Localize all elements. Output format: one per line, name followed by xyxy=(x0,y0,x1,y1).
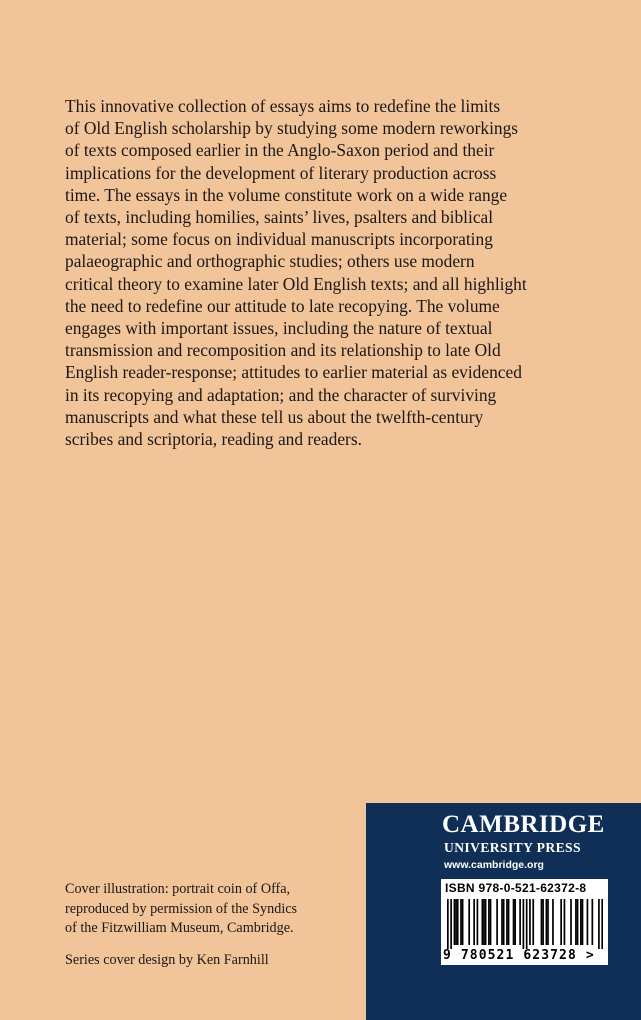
barcode-bar xyxy=(560,899,562,945)
barcode-bar xyxy=(529,899,531,945)
barcode-bar xyxy=(503,899,505,945)
barcode-bar xyxy=(457,899,459,945)
barcode-bar xyxy=(592,899,594,945)
barcode-bar xyxy=(477,899,479,945)
barcode-bar xyxy=(506,899,508,945)
publisher-name: CAMBRIDGE xyxy=(442,811,605,838)
back-cover-blurb: This innovative collection of essays aims to redefine the limits of Old English scholarship by studying some modern reworkings of texts composed earlier in the Anglo-Saxon period and their implications for the development of literary production across time. The essays in the volume constitute work on a wide range of texts, including homilies, saints’ lives, psalters and biblical material; some focus on individual manuscripts incorporating palaeographic and orthographic studies; others use modern critical theory to examine later Old English texts; and all highlight the need to redefine our attitude to late recopying. The volume engages with important issues, including the nature of textual transmission and recomposition and its relationship to late Old English reader-response; attitudes to earlier material as evidenced in its recopying and adaptation; and the character of surviving manuscripts and what these tell us about the twelfth-century scribes and scriptoria, reading and readers. xyxy=(65,96,527,450)
barcode-bar xyxy=(541,899,543,945)
barcode-bar xyxy=(501,899,503,945)
barcode-bar xyxy=(552,899,554,945)
barcode-bar xyxy=(514,899,516,945)
barcode-bar xyxy=(455,899,457,945)
publisher-url: www.cambridge.org xyxy=(444,859,544,871)
barcode-bar xyxy=(508,899,510,945)
cover-credits xyxy=(65,880,365,970)
barcode-bar xyxy=(546,899,548,945)
barcode-bar xyxy=(587,899,589,945)
barcode-bar xyxy=(454,899,456,945)
barcode-bar xyxy=(462,899,464,945)
barcode-box xyxy=(441,879,608,965)
barcode-bar xyxy=(496,899,498,945)
barcode-bar xyxy=(488,899,490,945)
barcode-bar xyxy=(580,899,582,945)
barcode-bar xyxy=(547,899,549,945)
barcode-digits: 9 780521 623728 > xyxy=(443,948,595,963)
barcode-bar xyxy=(447,899,449,949)
publisher-panel xyxy=(366,803,641,1020)
barcode-bar xyxy=(513,899,515,945)
barcode-bar xyxy=(575,899,577,945)
barcode-bar xyxy=(519,899,521,945)
barcode-bar xyxy=(564,899,566,945)
barcode-bar xyxy=(542,899,544,945)
barcode-bar xyxy=(526,899,528,949)
barcode-bar xyxy=(582,899,584,945)
barcode-bar xyxy=(450,899,452,949)
barcode-bar xyxy=(577,899,579,945)
series-design-credit: Series cover design by Ken Farnhill xyxy=(65,951,269,968)
barcode-bar xyxy=(490,899,492,945)
barcode-bar xyxy=(481,899,483,945)
barcode-bar xyxy=(473,899,475,945)
barcode-graphic xyxy=(447,899,603,949)
barcode-bar xyxy=(570,899,572,945)
barcode-bar xyxy=(468,899,470,945)
barcode-bar xyxy=(598,899,600,949)
isbn-label: ISBN 978-0-521-62372-8 xyxy=(445,881,587,895)
publisher-subtitle: UNIVERSITY PRESS xyxy=(444,840,581,855)
barcode-bar xyxy=(485,899,487,945)
barcode-bar xyxy=(601,899,603,949)
cover-illustration-credit: Cover illustration: portrait coin of Offa, reproduced by permission of the Syndics of the Fitzwilliam Museum, Cambridge. xyxy=(65,881,298,937)
barcode-bar xyxy=(460,899,462,945)
barcode-bar xyxy=(523,899,525,949)
barcode-bar xyxy=(483,899,485,945)
barcode-bar xyxy=(532,899,534,945)
